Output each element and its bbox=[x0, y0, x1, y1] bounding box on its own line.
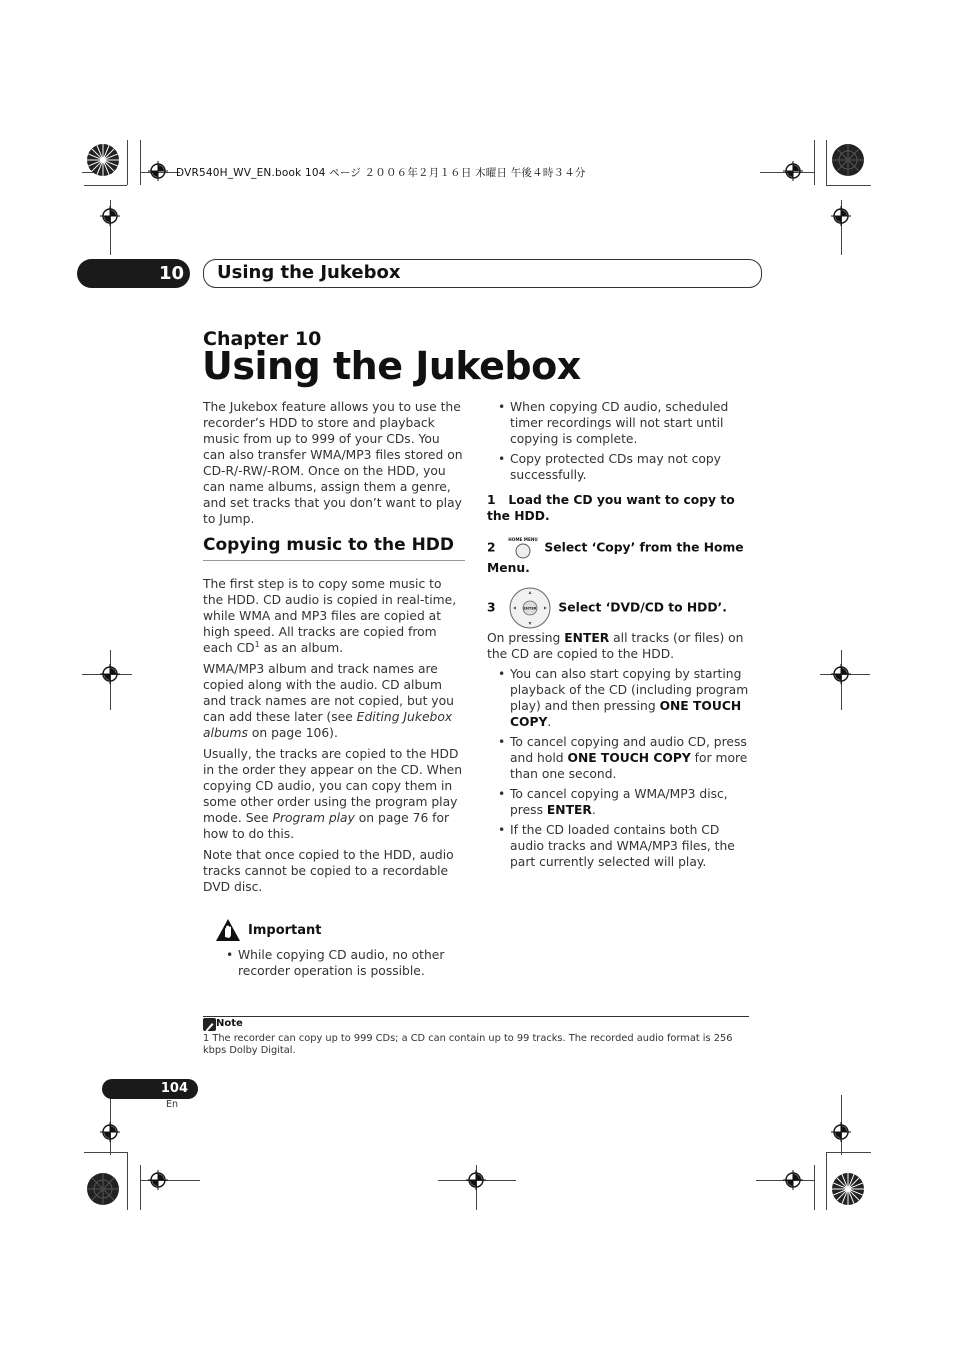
registration-mark-icon bbox=[466, 1170, 486, 1190]
button-caption: HOME MENU bbox=[508, 537, 539, 542]
list-item bbox=[487, 666, 749, 730]
crop-mark bbox=[127, 1152, 128, 1210]
paragraph-text: on page 106). bbox=[247, 726, 338, 740]
step-text: Select ‘Copy’ from the Home Menu. bbox=[487, 540, 744, 575]
crop-mark bbox=[826, 140, 827, 185]
important-heading: Important bbox=[248, 923, 322, 938]
list-item bbox=[487, 734, 749, 782]
note-label: Note bbox=[216, 1018, 243, 1029]
paragraph-text: as an album. bbox=[259, 641, 344, 655]
step-number: 3 bbox=[487, 600, 496, 615]
list-item: • Copy protected CDs may not copy successfully. bbox=[487, 451, 749, 483]
item-text: . bbox=[547, 715, 552, 729]
paragraph bbox=[203, 661, 465, 741]
home-menu-button-icon bbox=[508, 536, 538, 560]
key-name: ONE TOUCH COPY bbox=[510, 699, 742, 729]
radial-target-icon bbox=[831, 1172, 865, 1206]
key-name: ONE TOUCH COPY bbox=[567, 751, 691, 765]
enter-joystick-icon bbox=[508, 586, 552, 630]
step-number: 2 bbox=[487, 540, 496, 555]
crop-mark bbox=[84, 185, 127, 186]
crop-mark bbox=[84, 1152, 127, 1153]
crop-mark bbox=[127, 140, 128, 185]
section-heading: Copying music to the HDD bbox=[203, 535, 465, 561]
registration-mark-icon bbox=[783, 1170, 803, 1190]
warning-hand-icon bbox=[215, 918, 241, 942]
registration-mark-icon bbox=[148, 161, 168, 181]
paragraph-text: all tracks (or files) on the CD are copied to the HDD. bbox=[487, 631, 744, 661]
item-text: You can also start copying by starting playback of the CD (including program play) and then pressing bbox=[510, 667, 749, 713]
paragraph-text: On pressing bbox=[487, 631, 565, 645]
crop-mark bbox=[140, 140, 141, 185]
key-name: ENTER bbox=[546, 803, 592, 817]
crop-mark bbox=[140, 1165, 141, 1210]
item-text: . bbox=[591, 803, 596, 817]
section-body bbox=[203, 576, 465, 900]
radial-target-icon bbox=[831, 143, 865, 177]
footnote-ref: 1 bbox=[254, 639, 260, 649]
button-caption: ENTER bbox=[523, 606, 537, 611]
paragraph bbox=[203, 576, 465, 656]
list-item: • When copying CD audio, scheduled timer recordings will not start until copying is complete. bbox=[487, 399, 749, 447]
paragraph-text: WMA/MP3 album and track names are copied along with the audio. CD album and track names are not copied, but you can add these later (see bbox=[203, 662, 454, 724]
print-header: DVR540H_WV_EN.book 104 ページ ２００６年２月１６日 木曜日 午後４時３４分 bbox=[176, 167, 586, 179]
step-2 bbox=[487, 536, 749, 576]
crop-mark bbox=[826, 1152, 827, 1210]
item-text: for more than one second. bbox=[510, 751, 748, 781]
registration-mark-icon bbox=[831, 206, 851, 226]
list-item: • If the CD loaded contains both CD audio tracks and WMA/MP3 files, the part currently selected will play. bbox=[487, 822, 749, 870]
footnote-text: The recorder can copy up to 999 CDs; a CD can contain up to 99 tracks. The recorded audio format is 256 kbps Dolby Digital. bbox=[203, 1033, 733, 1056]
important-box bbox=[215, 918, 465, 978]
page-number: 104 bbox=[102, 1079, 198, 1099]
step-3 bbox=[487, 586, 749, 630]
chapter-label: Chapter 10 bbox=[203, 328, 322, 350]
footer-divider bbox=[203, 1016, 749, 1017]
list-item bbox=[487, 786, 749, 818]
item-text: To cancel copying a WMA/MP3 disc, press bbox=[510, 787, 728, 817]
intro-text: The Jukebox feature allows you to use the recorder’s HDD to store and playback music from up to 999 of your CDs. You can also transfer WMA/MP3 files stored on CD-R/-RW/-ROM. Once on the HDD, you can name albums, assign them a genre, and set tracks that you don’t want to play to Jump. bbox=[203, 400, 463, 526]
paragraph bbox=[487, 630, 749, 662]
footnote bbox=[203, 1033, 751, 1057]
footnote-number: 1 bbox=[203, 1033, 210, 1044]
registration-mark-icon bbox=[831, 664, 851, 684]
registration-mark-icon bbox=[783, 161, 803, 181]
crop-mark bbox=[814, 1165, 815, 1210]
step-text: Select ‘DVD/CD to HDD’. bbox=[558, 600, 727, 615]
registration-mark-icon bbox=[100, 1122, 120, 1142]
intro-paragraph bbox=[203, 399, 465, 527]
list-item: • While copying CD audio, no other recorder operation is possible. bbox=[215, 947, 478, 979]
key-name: ENTER bbox=[564, 631, 610, 645]
crop-mark bbox=[826, 1152, 871, 1153]
registration-mark-icon bbox=[100, 664, 120, 684]
cross-reference: Program play bbox=[272, 811, 355, 825]
crop-mark bbox=[814, 140, 815, 185]
page-language: En bbox=[166, 1099, 179, 1110]
paragraph-text: The first step is to copy some music to the HDD. CD audio is copied in real-time, while WMA and MP3 files are copied at high speed. All tracks are copied from each CD bbox=[203, 577, 457, 655]
registration-mark-icon bbox=[100, 206, 120, 226]
item-text: To cancel copying and audio CD, press and hold bbox=[510, 735, 747, 765]
right-column bbox=[487, 399, 749, 874]
crop-mark bbox=[826, 185, 871, 186]
cross-reference: Editing Jukebox albums bbox=[203, 710, 453, 740]
paragraph: Note that once copied to the HDD, audio tracks cannot be copied to a recordable DVD disc. bbox=[203, 848, 454, 894]
radial-target-icon bbox=[86, 143, 120, 177]
step-text: Load the CD you want to copy to the HDD. bbox=[487, 493, 735, 523]
chapter-title-tab: Using the Jukebox bbox=[203, 259, 762, 288]
paragraph-text: Usually, the tracks are copied to the HDD in the order they appear on the CD. When copying CD audio, you can copy them in some other order using the program play mode. See bbox=[203, 747, 462, 825]
paragraph bbox=[203, 746, 465, 842]
step-1 bbox=[487, 492, 749, 524]
registration-mark-icon bbox=[831, 1122, 851, 1142]
chapter-number-tab: 10 bbox=[77, 259, 190, 288]
page-title: Using the Jukebox bbox=[202, 344, 581, 388]
step-number: 1 bbox=[487, 493, 496, 507]
note-icon bbox=[203, 1018, 216, 1031]
registration-mark-icon bbox=[148, 1170, 168, 1190]
paragraph-text: on page 76 for how to do this. bbox=[203, 811, 450, 841]
radial-target-icon bbox=[86, 1172, 120, 1206]
